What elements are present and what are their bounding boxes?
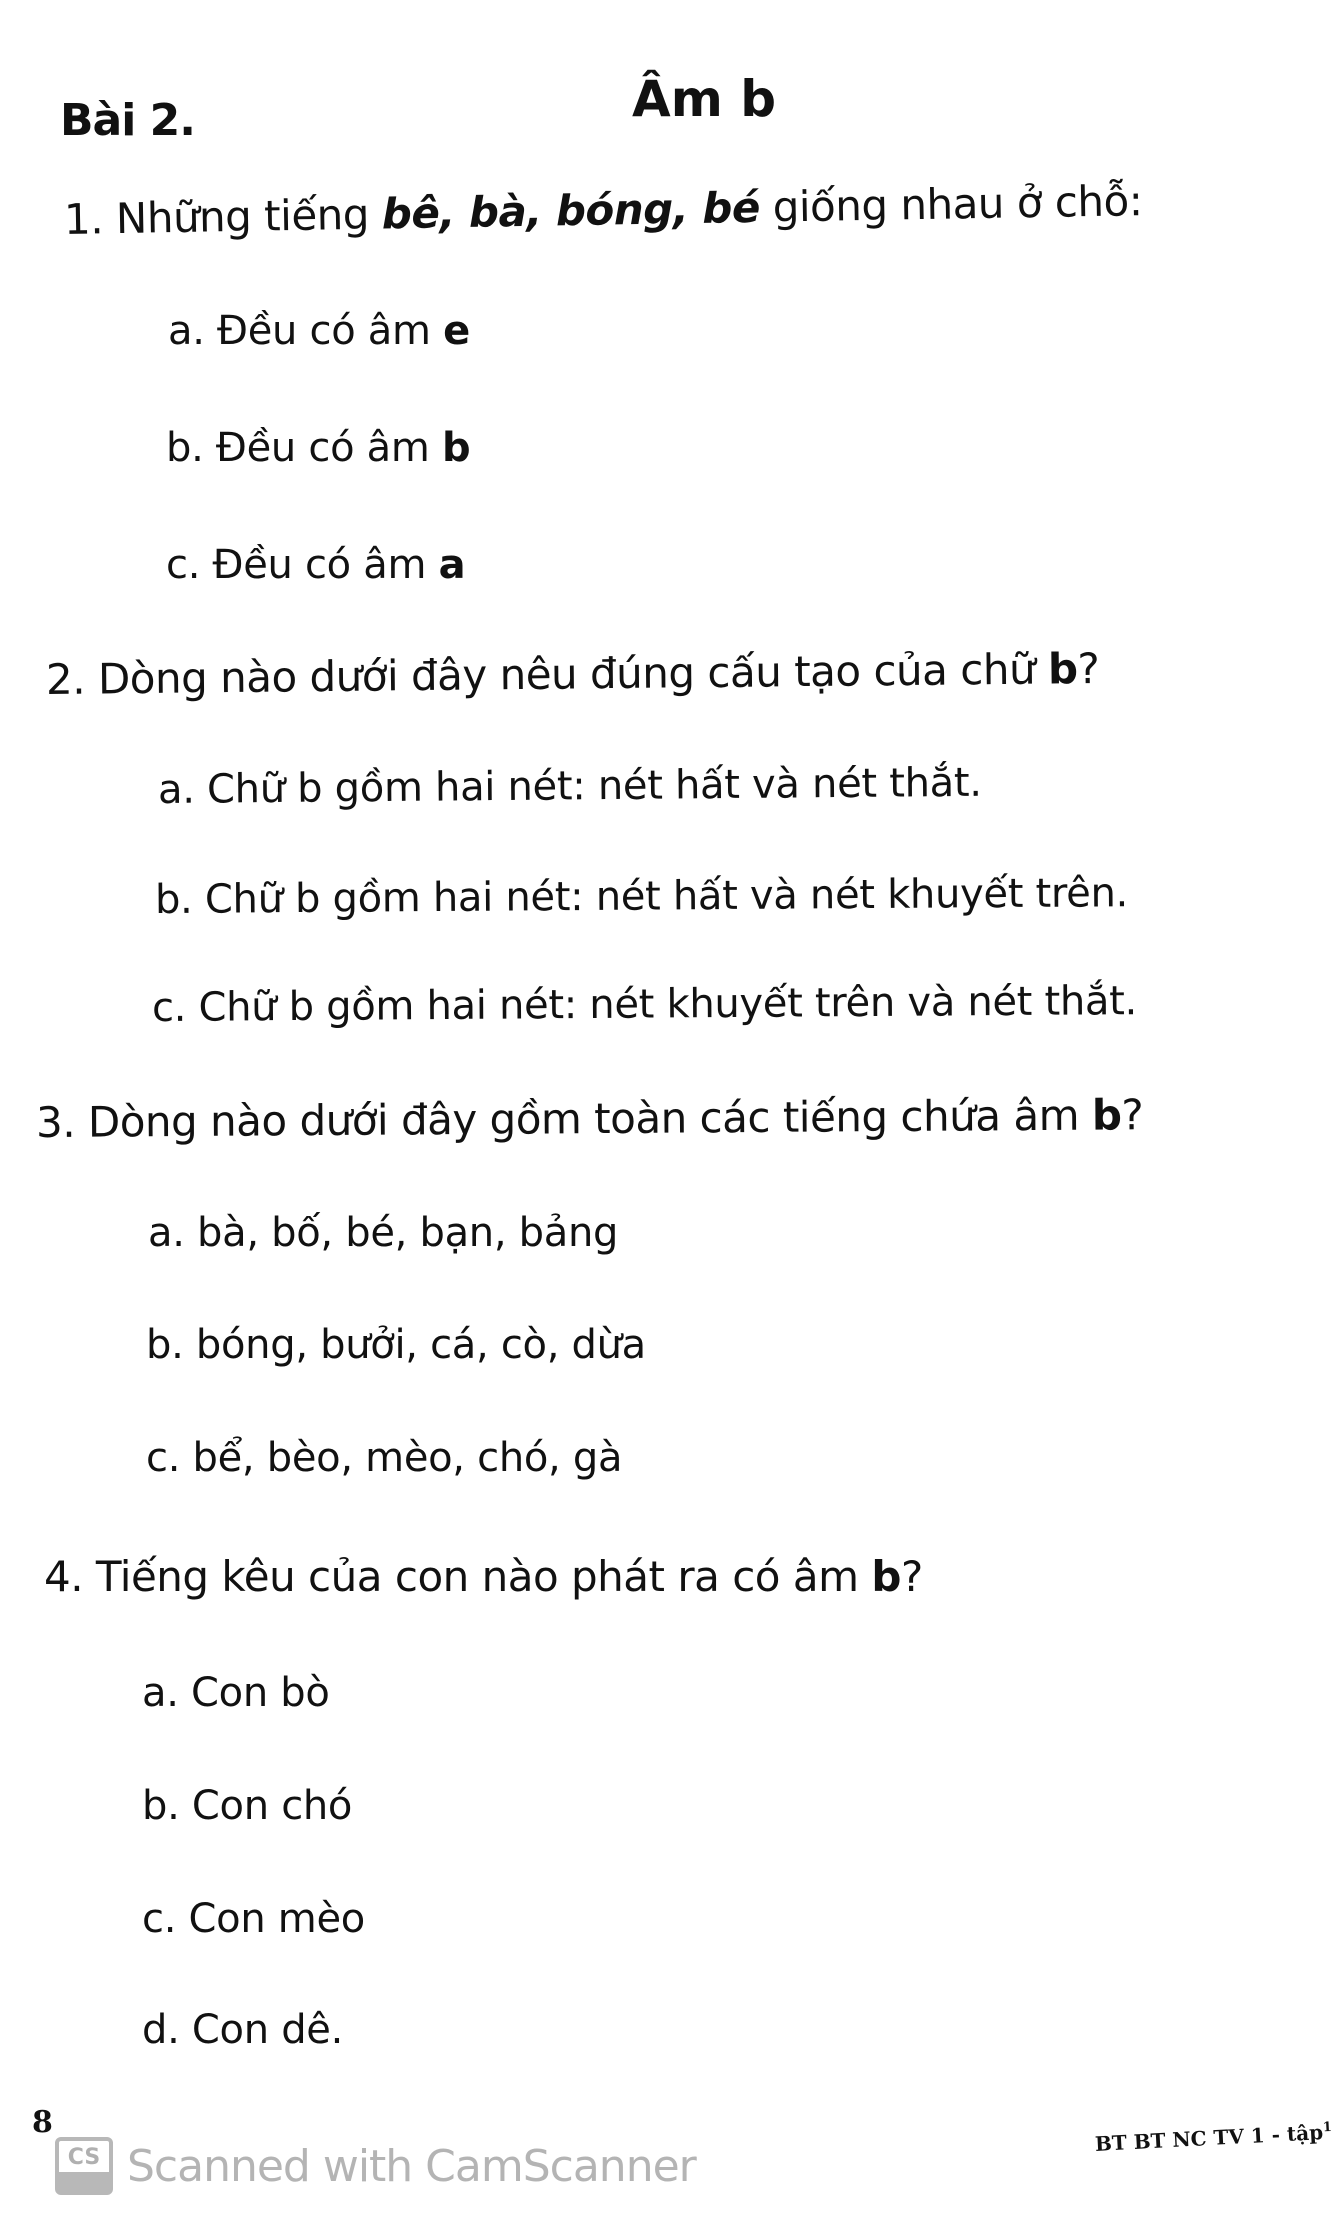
question-key: b <box>1047 644 1078 694</box>
question-2-option-c: c. Chữ b gồm hai nét: nét khuyết trên và nét thắt. <box>151 978 1138 1031</box>
question-text: 4. Tiếng kêu của con nào phát ra có âm <box>44 1552 872 1601</box>
question-1-option-a <box>168 308 470 354</box>
option-text: b. Đều có âm <box>166 425 442 471</box>
book-code-text: BT BT NC TV 1 - tập <box>1094 2120 1324 2156</box>
question-4-option-d: d. Con dê. <box>142 2007 344 2053</box>
question-4-option-b: b. Con chó <box>142 1783 353 1829</box>
option-key: e <box>443 308 470 354</box>
question-2-option-b: b. Chữ b gồm hai nét: nét hất và nét khuyết trên. <box>154 870 1129 923</box>
lesson-label: Bài 2. <box>60 95 195 146</box>
question-3-option-b: b. bóng, bưởi, cá, cò, dừa <box>146 1322 646 1368</box>
question-key: b <box>1091 1090 1122 1140</box>
question-1 <box>64 176 1143 244</box>
question-4-option-a: a. Con bò <box>142 1670 330 1716</box>
question-text: 3. Dòng nào dưới đây gồm toàn các tiếng chứa âm <box>35 1090 1093 1147</box>
question-2 <box>46 644 1100 704</box>
question-text: 2. Dòng nào dưới đây nêu đúng cấu tạo của chữ <box>45 644 1049 704</box>
question-text: ? <box>1077 643 1100 694</box>
watermark-text: Scanned with CamScanner <box>127 2140 696 2192</box>
page-title: Âm b <box>632 70 776 128</box>
page-number: 8 <box>32 2105 53 2140</box>
camscanner-watermark <box>55 2137 696 2195</box>
option-text: c. Đều có âm <box>166 542 439 588</box>
question-text: ? <box>900 1552 923 1601</box>
question-key: b <box>871 1552 901 1601</box>
question-1-option-b <box>166 425 470 471</box>
question-3-option-c: c. bể, bèo, mèo, chó, gà <box>146 1435 623 1481</box>
question-text: 1. Những tiếng <box>63 189 383 244</box>
option-text: a. Đều có âm <box>168 308 444 354</box>
question-4-option-c: c. Con mèo <box>142 1896 365 1942</box>
question-4 <box>44 1552 923 1601</box>
question-text: giống nhau ở chỗ: <box>759 176 1143 232</box>
question-1-option-c <box>166 542 465 588</box>
option-key: b <box>441 425 471 471</box>
question-keywords: bê, bà, bóng, bé <box>381 182 761 239</box>
question-3-option-a: a. bà, bố, bé, bạn, bảng <box>148 1210 619 1256</box>
book-volume: 1 <box>1322 2119 1333 2136</box>
book-code <box>1094 2120 1332 2156</box>
option-key: a <box>438 542 466 588</box>
question-2-option-a: a. Chữ b gồm hai nét: nét hất và nét thắt. <box>157 759 982 813</box>
question-3 <box>36 1090 1144 1147</box>
question-text: ? <box>1121 1090 1144 1140</box>
camscanner-logo-icon: CS <box>55 2137 113 2195</box>
